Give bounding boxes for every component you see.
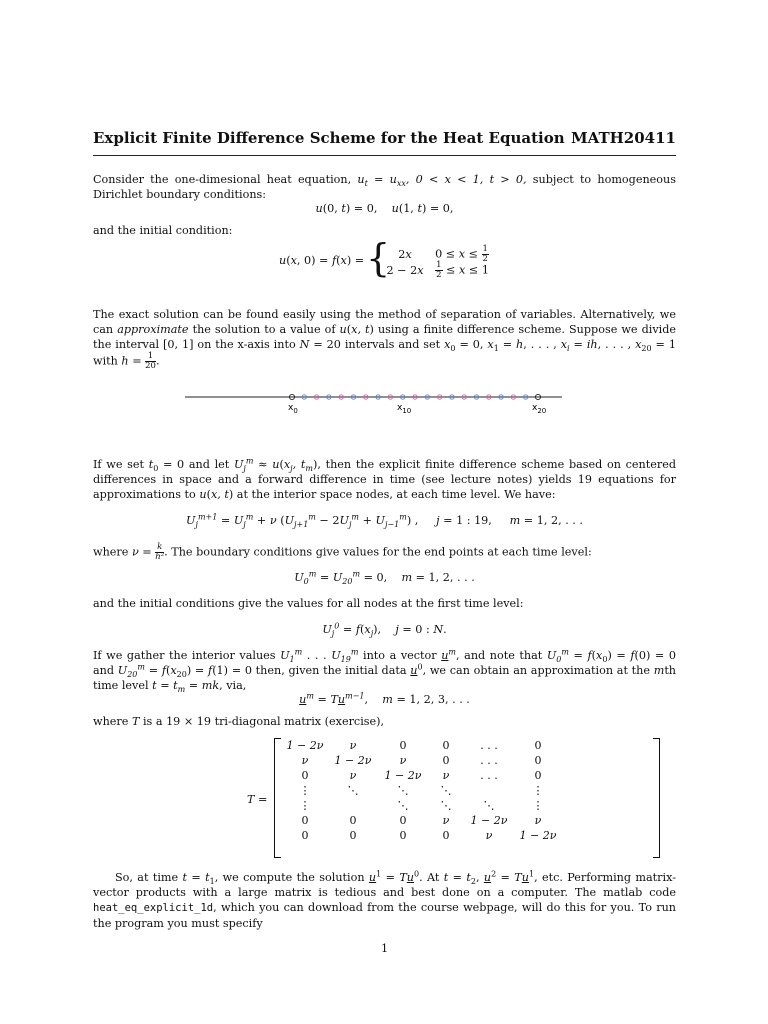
matrix-cell: ν xyxy=(442,769,450,782)
separation-of-variables-paragraph: The exact solution can be found easily using the method of separation of variables. Alternatively, we can approximate the solution to a value of u(x, t) using a finite difference scheme. Suppose we divide the interval [0, 1] on the x-axis into N = 20 intervals and set $x_0 = 0$, $x_1 = h$, . . . , $x_i$ = ih, . . . , $x_{20} = 1$ with h = $\frac{1}{20}$ . xyxy=(93,308,676,371)
matrix-cell: 0 xyxy=(534,754,542,767)
matrix-cell: ⋱ xyxy=(347,784,359,797)
label-x20: $x_{20}$ xyxy=(532,403,547,415)
matrix-cell: ⋱ xyxy=(483,799,495,812)
matrix-cell: ⋮ xyxy=(532,799,544,812)
matrix-right-bracket xyxy=(653,738,660,858)
matrix-cell: 1 − 2ν xyxy=(470,814,508,827)
boundary-conditions-equation: u(0, t) = 0, u(1, t) = 0, xyxy=(315,202,454,215)
matrix-cell: 0 xyxy=(349,814,357,827)
page-header xyxy=(93,131,676,156)
page-number: 1 xyxy=(380,942,389,955)
iteration-equation: $u^m = Tu^{m-1}$, m = 1, 2, 3, . . . xyxy=(299,691,470,706)
matrix-row xyxy=(283,813,563,828)
matrix-row xyxy=(283,753,563,768)
matrix-cell: ν xyxy=(301,754,309,767)
heat-equation-inline: $u_t = u_{xx}$, 0 < x < 1, t > 0, xyxy=(357,173,527,189)
matrix-cell: ν xyxy=(349,739,357,752)
matrix-cell: 0 xyxy=(399,739,407,752)
matrix-cell: ⋮ xyxy=(299,799,311,812)
matrix-cell xyxy=(465,783,513,798)
explicit-scheme-equation: $U_j^{m+1} = U_j^m + \nu$ $(U_{j+1}^m - 2U_j^m + U_{j-1}^m)$ , j = 1 : 19, m = 1, 2, . . . xyxy=(186,512,583,530)
matrix-cell: 1 − 2ν xyxy=(334,754,372,767)
matrix-cell: . . . xyxy=(480,769,498,782)
matrix-cell: ⋱ xyxy=(440,799,452,812)
matrix-row xyxy=(283,828,563,843)
matrix-cell: 0 xyxy=(349,829,357,842)
document-page xyxy=(93,0,676,1024)
matrix-cell xyxy=(327,798,379,813)
matrix-cell: 0 xyxy=(399,829,407,842)
matrix-cell: 0 xyxy=(442,739,450,752)
matrix-row xyxy=(283,798,563,813)
course-code: MATH20411 xyxy=(571,129,676,147)
matrix-label: T = xyxy=(247,793,268,806)
piecewise-initial-condition: u(x, 0) = f(x) = { 2x 0 ≤ x ≤ $\frac{1}{2}$ 2 − 2x $\frac{1}{2}$ ≤ x ≤ 1 xyxy=(279,236,489,280)
matrix-row xyxy=(283,783,563,798)
matrix-cell: ν xyxy=(442,814,450,827)
initial-conditions-paragraph: and the initial conditions give the values for all nodes at the first time level: xyxy=(93,597,524,610)
piecewise-case-2: 2 − 2x $\frac{1}{2}$ ≤ x ≤ 1 xyxy=(386,260,489,280)
matrix-cell: 0 xyxy=(442,829,450,842)
matrix-cell: 0 xyxy=(442,754,450,767)
tridiagonal-matrix xyxy=(247,738,667,860)
piecewise-case-1: 2x 0 ≤ x ≤ $\frac{1}{2}$ xyxy=(398,244,488,264)
matrix-cell: 0 xyxy=(301,829,309,842)
matrix-cell: ⋮ xyxy=(532,784,544,797)
matlab-code-name: heat_eq_explicit_1d xyxy=(93,902,214,914)
matrix-cell: 0 xyxy=(301,769,309,782)
tridiagonal-intro: where T is a 19 × 19 tri-diagonal matrix (exercise), xyxy=(93,715,385,728)
spatial-grid-figure xyxy=(180,385,570,421)
matrix-cell: . . . xyxy=(480,739,498,752)
matrix-row xyxy=(283,738,563,753)
matrix-entries xyxy=(283,738,563,843)
matrix-left-bracket xyxy=(274,738,281,858)
matrix-row xyxy=(283,768,563,783)
discrete-initial-equation: $U_j^0 = f(x_j)$, j = 0 : N. xyxy=(322,621,447,639)
matrix-cell: 1 − 2ν xyxy=(384,769,422,782)
matrix-cell: . . . xyxy=(480,754,498,767)
matrix-cell: 0 xyxy=(301,814,309,827)
matrix-cell: ν xyxy=(349,769,357,782)
matrix-cell: 1 − 2ν xyxy=(286,739,324,752)
matrix-cell: ν xyxy=(534,814,542,827)
matrix-cell: ν xyxy=(485,829,493,842)
matrix-cell: ⋱ xyxy=(397,799,409,812)
matrix-cell: 1 − 2ν xyxy=(519,829,557,842)
label-x0: $x_0$ xyxy=(288,403,298,415)
intro-paragraph: Consider the one-dimesional heat equation, $u_t = u_{xx}$, 0 < x < 1, t > 0, subject to homogeneous Dirichlet boundary conditions: xyxy=(93,173,676,201)
initial-condition-intro: and the initial condition: xyxy=(93,224,233,237)
gather-interior-paragraph: If we gather the interior values $U_1^m$ . . . $U_{19}^m$ into a vector $u^m$, and note that $U_0^m = f(x_0) = f(0) = 0$ and $U_{20}^m = f(x_{20}) = f(1) = 0$ then, given the initial data $u^0$, we can obtain an approximation at the mth time level $t = t_m$ = mk, via, xyxy=(93,647,677,695)
discrete-boundary-equation: $U_0^m = U_{20}^m = 0$, m = 1, 2, . . . xyxy=(294,569,475,587)
matrix-cell: ⋮ xyxy=(299,784,311,797)
document-title: Explicit Finite Difference Scheme for the Heat Equation xyxy=(93,129,565,147)
matrix-cell: 0 xyxy=(534,769,542,782)
left-brace: { xyxy=(366,236,391,280)
scheme-intro-paragraph: If we set $t_0 = 0$ and let $U_j^m \approx u(x_j$, $t_m$), then the explicit finite difference scheme based on centered differences in space and a forward difference in time (see lecture notes) yields 19 equations for approximations to u(x, t) at the interior space nodes, at each time level. We have: xyxy=(93,456,676,501)
matrix-cell: ⋱ xyxy=(397,784,409,797)
matlab-paragraph: So, at time $t = t_1$, we compute the solution $u^1 = Tu^0$. At $t = t_2$, $u^2 = Tu^1$, etc. Performing matrix-vector products with a large matrix is tedious and best done on a computer. The matlab code heat_eq_explicit_1d, which you can download from the course webpage, will do this for you. To run the program you must specify xyxy=(93,869,676,930)
matrix-cell: ⋱ xyxy=(440,784,452,797)
nu-definition-paragraph: where ν = $\frac{k}{\text{h²}}$ . The boundary conditions give values for the end points at each time level: xyxy=(93,542,592,562)
label-x10: $x_{10}$ xyxy=(397,403,412,415)
matrix-cell: 0 xyxy=(399,814,407,827)
matrix-cell: ν xyxy=(399,754,407,767)
matrix-cell: 0 xyxy=(534,739,542,752)
